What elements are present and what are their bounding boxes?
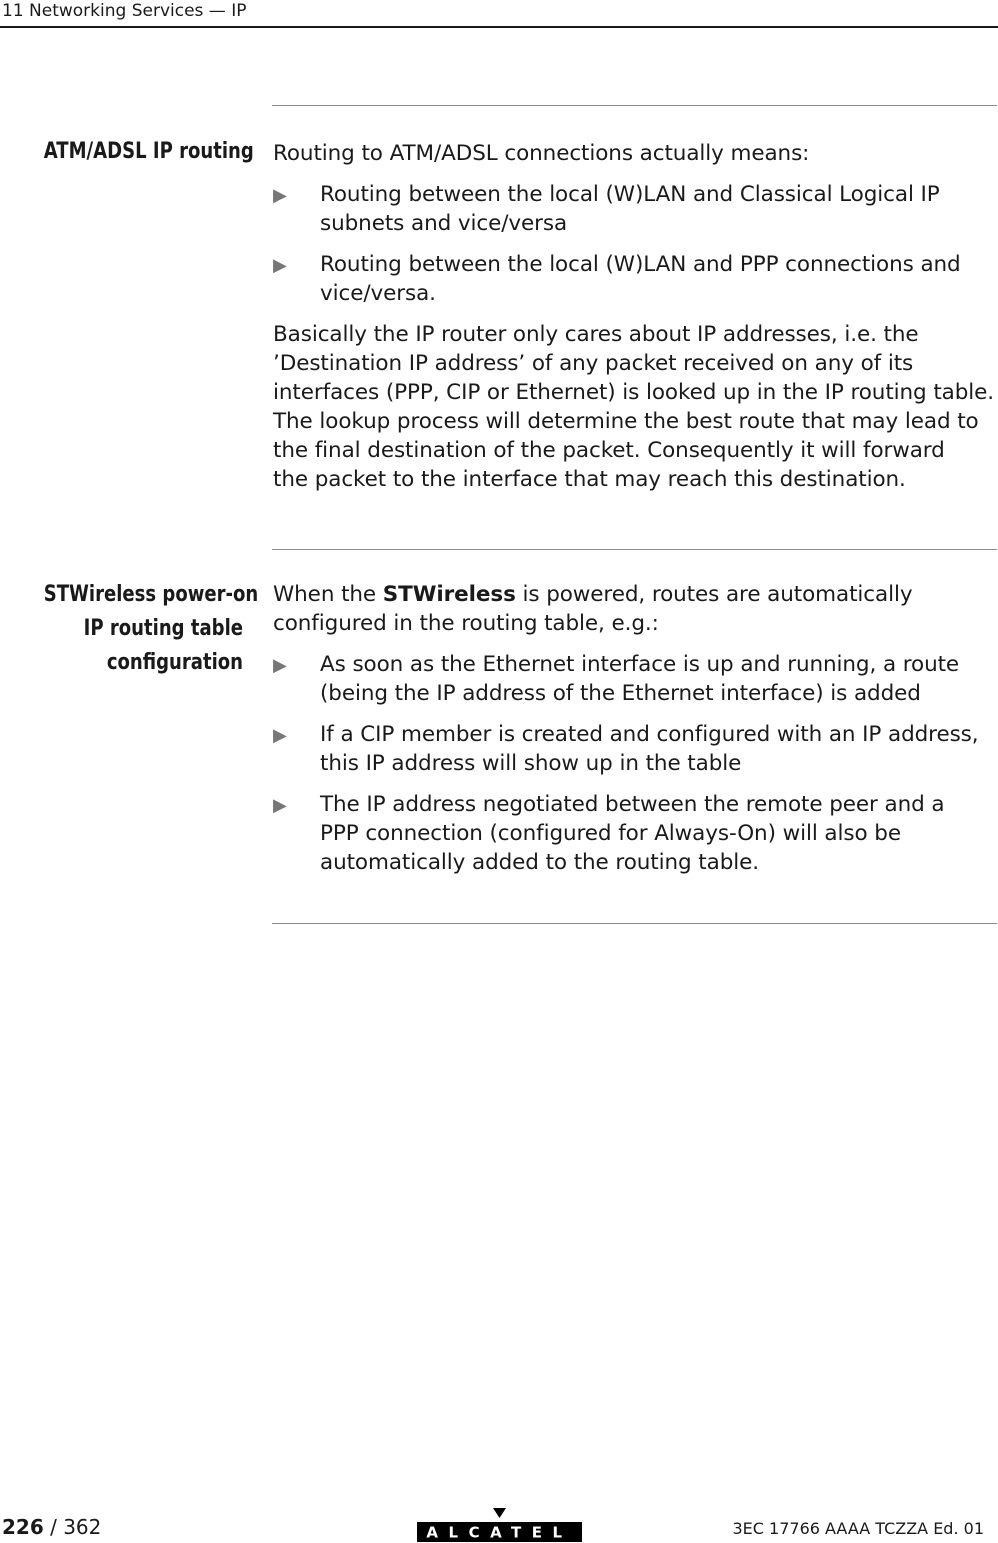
intro-paragraph: Routing to ATM/ADSL connections actually means: <box>273 141 810 166</box>
section-body-atm-adsl <box>273 139 997 494</box>
section-title-power-on-routing <box>43 578 259 680</box>
bullet-line: automatically added to the routing table. <box>320 850 759 875</box>
bullet-item <box>273 720 997 778</box>
alcatel-logo <box>417 1508 582 1542</box>
paragraph-line: interfaces (PPP, CIP or Ethernet) is looked up in the IP routing table. <box>273 380 995 405</box>
body-paragraph <box>273 320 997 494</box>
bullet-item <box>273 250 997 308</box>
paragraph-line: the packet to the interface that may reach this destination. <box>273 467 906 492</box>
running-header <box>0 0 998 28</box>
bullet-list <box>273 650 997 877</box>
bullet-line: The IP address negotiated between the remote peer and a <box>320 792 945 817</box>
section-title-line: configuration <box>106 650 243 675</box>
bullet-line: If a CIP member is created and configured with an IP address, <box>320 722 979 747</box>
document-reference: 3EC 17766 AAAA TCZZA Ed. 01 <box>732 1519 984 1538</box>
paragraph-line: ’Destination IP address’ of any packet received on any of its <box>273 351 914 376</box>
section-title-line: STWireless power-on <box>43 582 259 607</box>
paragraph-line: the final destination of the packet. Consequently it will forward <box>273 438 945 463</box>
logo-text: ALCATEL <box>426 1523 573 1542</box>
intro-text: When the <box>273 582 383 607</box>
section-body-power-on-routing <box>273 580 997 877</box>
bullet-line: this IP address will show up in the table <box>320 751 742 776</box>
bullet-line: vice/versa. <box>320 281 436 306</box>
section-title-line: ATM/ADSL IP routing <box>43 139 254 164</box>
bullet-item <box>273 650 997 708</box>
bullet-line: As soon as the Ethernet interface is up and running, a route <box>320 652 960 677</box>
bullet-item <box>273 790 997 877</box>
intro-line: configured in the routing table, e.g.: <box>273 611 659 636</box>
section-divider <box>272 105 997 106</box>
intro-line <box>273 580 997 609</box>
triangle-right-icon: ▶ <box>273 255 287 276</box>
product-name: STWireless <box>382 582 516 607</box>
triangle-right-icon: ▶ <box>273 655 287 676</box>
bullet-line: PPP connection (configured for Always-On) will also be <box>320 821 901 846</box>
intro-text: is powered, routes are automatically <box>515 582 913 607</box>
page-separator: / <box>43 1515 64 1539</box>
bullet-item <box>273 180 997 238</box>
triangle-right-icon: ▶ <box>273 795 287 816</box>
running-header-title: 11 Networking Services — IP <box>2 1 247 21</box>
bullet-line: (being the IP address of the Ethernet interface) is added <box>320 681 921 706</box>
logo-triangle <box>493 1508 506 1518</box>
intro-paragraph <box>273 580 997 638</box>
page-total: 362 <box>63 1515 102 1539</box>
paragraph-line: The lookup process will determine the best route that may lead to <box>273 409 979 434</box>
triangle-right-icon: ▶ <box>273 185 287 206</box>
bullet-list <box>273 180 997 308</box>
bullet-line: Routing between the local (W)LAN and PPP connections and <box>320 252 961 277</box>
triangle-right-icon: ▶ <box>273 725 287 746</box>
section-divider <box>272 549 997 550</box>
section-divider <box>272 923 997 924</box>
section-title-atm-adsl <box>43 135 254 169</box>
bullet-line: subnets and vice/versa <box>320 211 568 236</box>
section-title-line: IP routing table <box>83 616 243 641</box>
page-current: 226 <box>2 1515 44 1539</box>
bullet-line: Routing between the local (W)LAN and Classical Logical IP <box>320 182 940 207</box>
paragraph-line: Basically the IP router only cares about IP addresses, i.e. the <box>273 322 919 347</box>
page-number <box>2 1514 101 1540</box>
